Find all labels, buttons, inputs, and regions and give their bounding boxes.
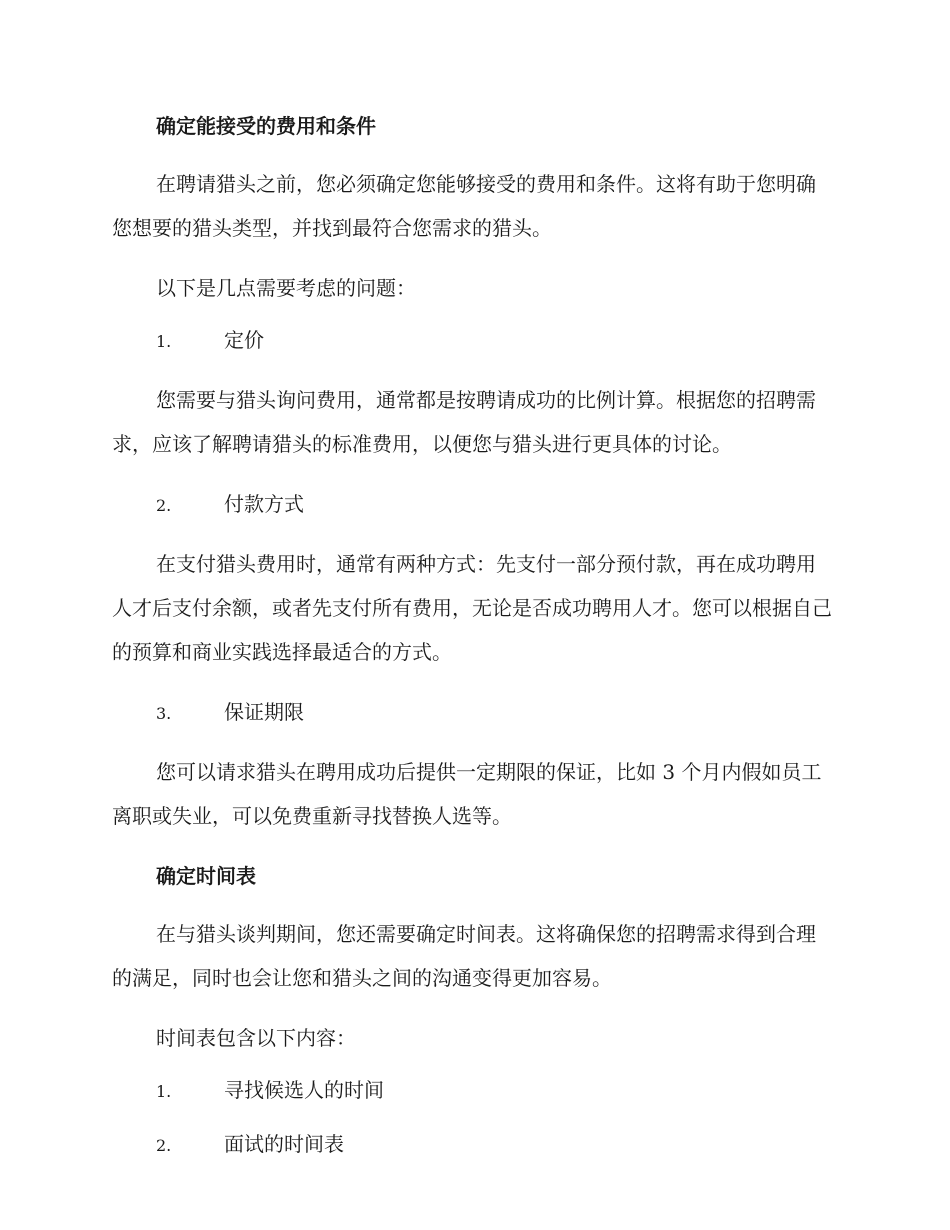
section-heading-fees: 确定能接受的费用和条件 (156, 114, 376, 138)
list-item-payment-method (112, 488, 832, 522)
list-title: 面试的时间表 (224, 1132, 344, 1156)
guarantee-paragraph: 您可以请求猎头在聘用成功后提供一定期限的保证，比如 3 个月内假如员工离职或失业，可以免费重新寻找替换人选等。 (112, 760, 822, 828)
timeline-lead-paragraph: 时间表包含以下内容： (156, 1026, 356, 1050)
fees-intro-paragraph: 在聘请猎头之前，您必须确定您能够接受的费用和条件。这将有助于您明确您想要的猎头类型，并找到最符合您需求的猎头。 (112, 172, 816, 240)
list-number: 2. (156, 1136, 172, 1155)
payment-method-paragraph: 在支付猎头费用时，通常有两种方式：先支付一部分预付款，再在成功聘用人才后支付余额，或者先支付所有费用，无论是否成功聘用人才。您可以根据自己的预算和商业实践选择最适合的方式。 (112, 552, 832, 664)
fees-lead-paragraph: 以下是几点需要考虑的问题： (156, 276, 416, 300)
list-number: 1. (156, 332, 172, 351)
list-title: 定价 (224, 328, 264, 352)
timeline-intro-paragraph: 在与猎头谈判期间，您还需要确定时间表。这将确保您的招聘需求得到合理的满足，同时也会让您和猎头之间的沟通变得更加容易。 (112, 922, 816, 990)
list-item-candidate-search-time (112, 1074, 832, 1108)
list-item-guarantee (112, 696, 832, 730)
section-heading-timeline: 确定时间表 (156, 864, 256, 888)
list-title: 保证期限 (224, 700, 304, 724)
list-title: 付款方式 (224, 492, 304, 516)
list-item-pricing (112, 324, 832, 358)
list-number: 2. (156, 496, 172, 515)
pricing-paragraph: 您需要与猎头询问费用，通常都是按聘请成功的比例计算。根据您的招聘需求，应该了解聘请猎头的标准费用，以便您与猎头进行更具体的讨论。 (112, 388, 816, 456)
list-title: 寻找候选人的时间 (224, 1078, 384, 1102)
list-item-interview-schedule (112, 1128, 832, 1162)
list-number: 3. (156, 704, 172, 723)
list-number: 1. (156, 1082, 172, 1101)
document-page (112, 110, 832, 1182)
